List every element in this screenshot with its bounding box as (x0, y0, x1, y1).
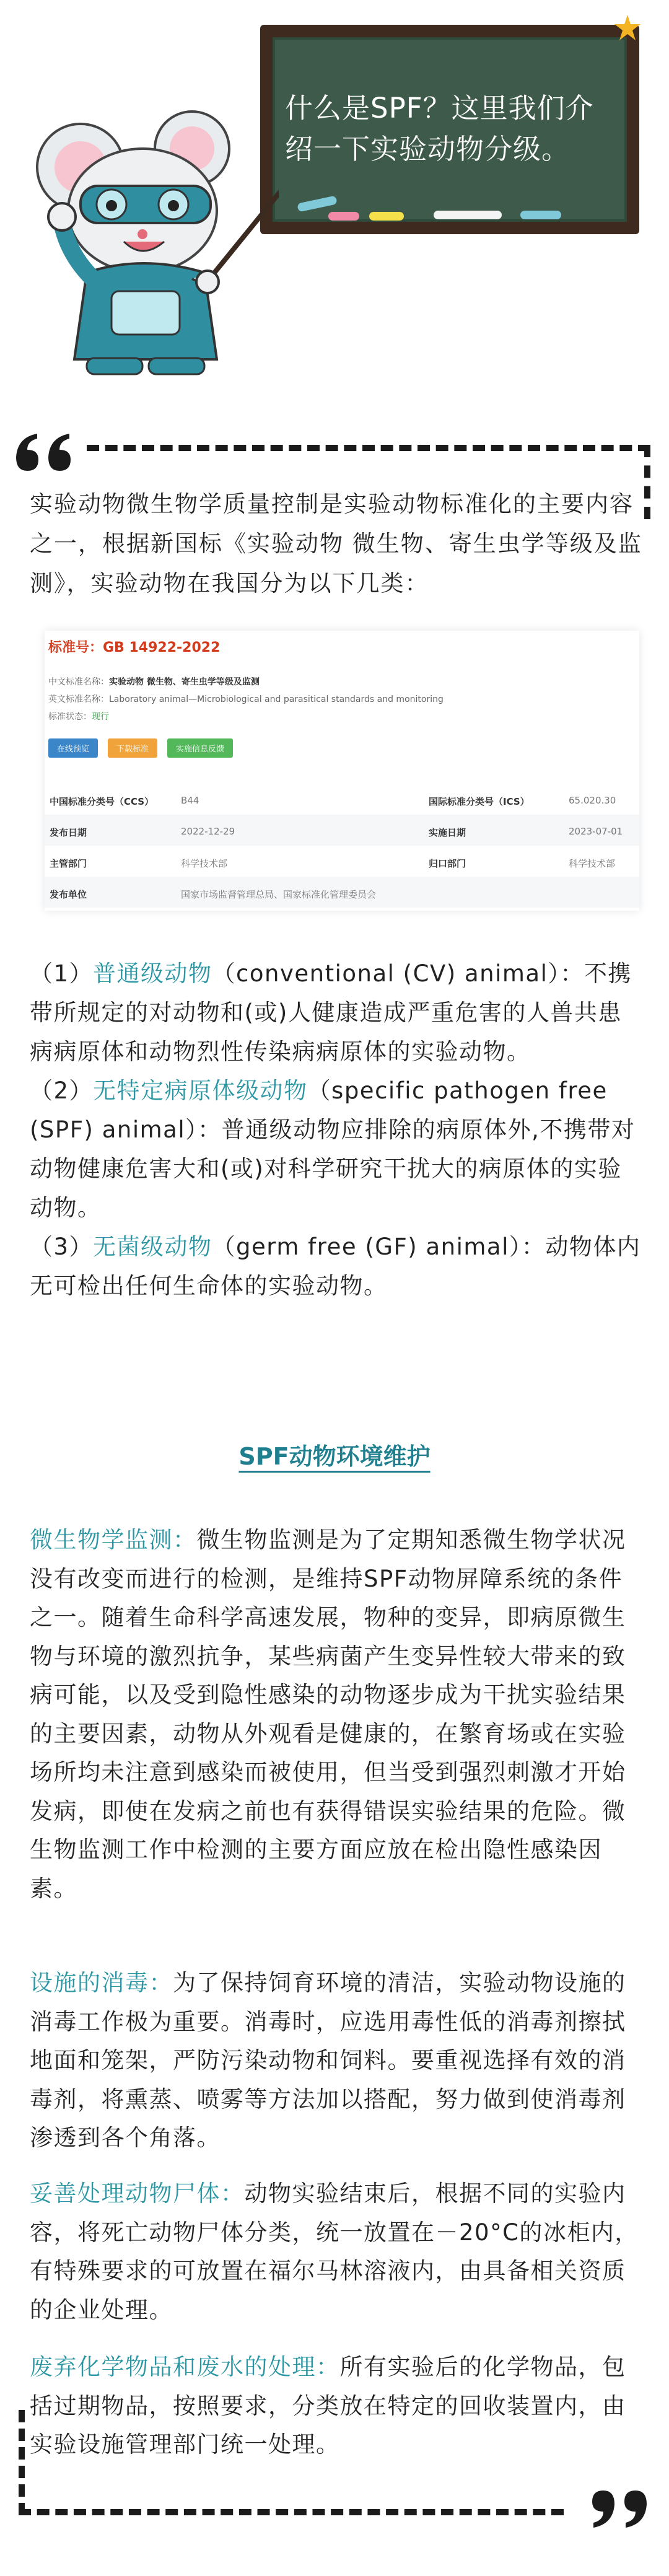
frame-top-border (87, 445, 650, 451)
mouse-mascot-icon (19, 93, 279, 378)
para-carcass-handling (30, 2175, 643, 2329)
class-item-cv: （1）普通级动物（conventional (CV) animal）：不携带所规定的对动物和(或)人健康造成严重危害的人兽共患病病原体和动物烈性传染病病原体的实验动物。 (30, 960, 632, 1065)
frame-right-border (644, 445, 650, 519)
para-microbe-monitoring (30, 1521, 643, 1908)
para-waste-handling (30, 2348, 643, 2464)
chalk-yellow (369, 212, 404, 221)
standard-number: 标准号：GB 14922-2022 (48, 640, 221, 655)
chalk-blue-2 (520, 211, 561, 219)
download-standard-button[interactable]: 下载标准 (108, 738, 157, 758)
preview-online-button[interactable]: 在线预览 (48, 738, 98, 758)
para-facility-disinfection (30, 1964, 643, 2158)
class-name: 普通级动物 (93, 960, 212, 987)
status-badge: 现行 (92, 712, 109, 722)
section-title: SPF动物环境维护 (238, 1443, 431, 1470)
classification-list (30, 954, 643, 1305)
class-item-gf: （3）无菌级动物（germ free (GF) animal）：动物体内无可检出任何生命体的实验动物。 (30, 1233, 641, 1299)
open-quote-icon (12, 427, 74, 477)
para-heading: 设施的消毒： (30, 1969, 173, 1996)
en-name: Laboratory animal—Microbiological and parasitical standards and monitoring (109, 694, 444, 704)
frame-bottom-border (19, 2509, 564, 2515)
intro-paragraph: 实验动物微生物学质量控制是实验动物标准化的主要内容之一，根据新国标《实验动物 微生物、寄生虫学等级及监测》，实验动物在我国分为以下几类： (30, 491, 642, 597)
close-quote-icon (588, 2484, 650, 2534)
cn-name-line: 中文标准名称：实验动物 微生物、寄生虫学等级及监测 (48, 677, 260, 687)
meta-row-dates: 发布日期 2022-12-29 实施日期 2023-07-01 (45, 815, 639, 846)
en-name-line: 英文标准名称：Laboratory animal—Microbiological and parasitical standards and monitoring (48, 694, 444, 704)
para-heading: 微生物学监测： (30, 1527, 197, 1553)
frame-left-border (19, 2410, 25, 2515)
chalkboard-text: 什么是SPF？这里我们介绍一下实验动物分级。 (285, 92, 594, 165)
chalk-pink (328, 212, 359, 221)
para-body: 微生物监测是为了定期知悉微生物学状况没有改变而进行的检测，是维持SPF动物屏障系统的条件之一。随着生命科学高速发展，物种的变异，即病原微生物与环境的激烈抗争，某些病菌产生变异性较大带来的致病可能，以及受到隐性感染的动物逐步成为干扰实验结果的主要因素，动物从外观看是健康的，在繁育场或在实验场所均未注意到感染而被使用，但当受到强烈刺激才开始发病，即使在发病之前也有获得错误实验结果的危险。微生物监测工作中检测的主要方面应放在检出隐性感染因素。 (30, 1527, 626, 1902)
para-heading: 妥善处理动物尸体： (30, 2180, 245, 2207)
para-heading: 废弃化学物品和废水的处理： (30, 2354, 340, 2380)
class-name: 无菌级动物 (93, 1233, 212, 1260)
meta-row-departments: 主管部门 科学技术部 归口部门 科学技术部 (50, 858, 616, 869)
para-body: 为了保持饲育环境的清洁，实验动物设施的消毒工作极为重要。消毒时，应选用毒性低的消毒剂擦拭地面和笼架，严防污染动物和饲料。要重视选择有效的消毒剂，将熏蒸、喷雾等方法加以搭配，努力做到使消毒剂渗透到各个角落。 (30, 1969, 626, 2151)
meta-row-ccs: 中国标准分类号（CCS） B44 国际标准分类号（ICS） 65.020.30 (50, 795, 616, 807)
para-body: 所有实验后的化学物品，包括过期物品，按照要求，分类放在特定的回收装置内，由实验设施管理部门统一处理。 (30, 2354, 626, 2458)
meta-row-publisher: 发布单位 国家市场监督管理总局、国家标准化管理委员会 (45, 877, 639, 908)
chalk-white (434, 211, 502, 219)
class-item-spf: （2）无特定病原体级动物（specific pathogen free (SPF) animal）：普通级动物应排除的病原体外,不携带对动物健康危害大和(或)对科学研究干扰大的病原体的实验动物。 (30, 1077, 636, 1221)
class-name: 无特定病原体级动物 (93, 1077, 308, 1104)
cn-name: 实验动物 微生物、寄生虫学等级及监测 (109, 677, 260, 687)
pin-icon (613, 14, 642, 42)
feedback-button[interactable]: 实施信息反馈 (167, 738, 233, 758)
status-line: 标准状态：现行 (48, 712, 109, 722)
para-body: 动物实验结束后，根据不同的实验内容，将死亡动物尸体分类，统一放置在－20°C的冰柜内，有特殊要求的可放置在福尔马林溶液内，由具备相关资质的企业处理。 (30, 2180, 639, 2323)
standard-buttons (48, 738, 233, 758)
